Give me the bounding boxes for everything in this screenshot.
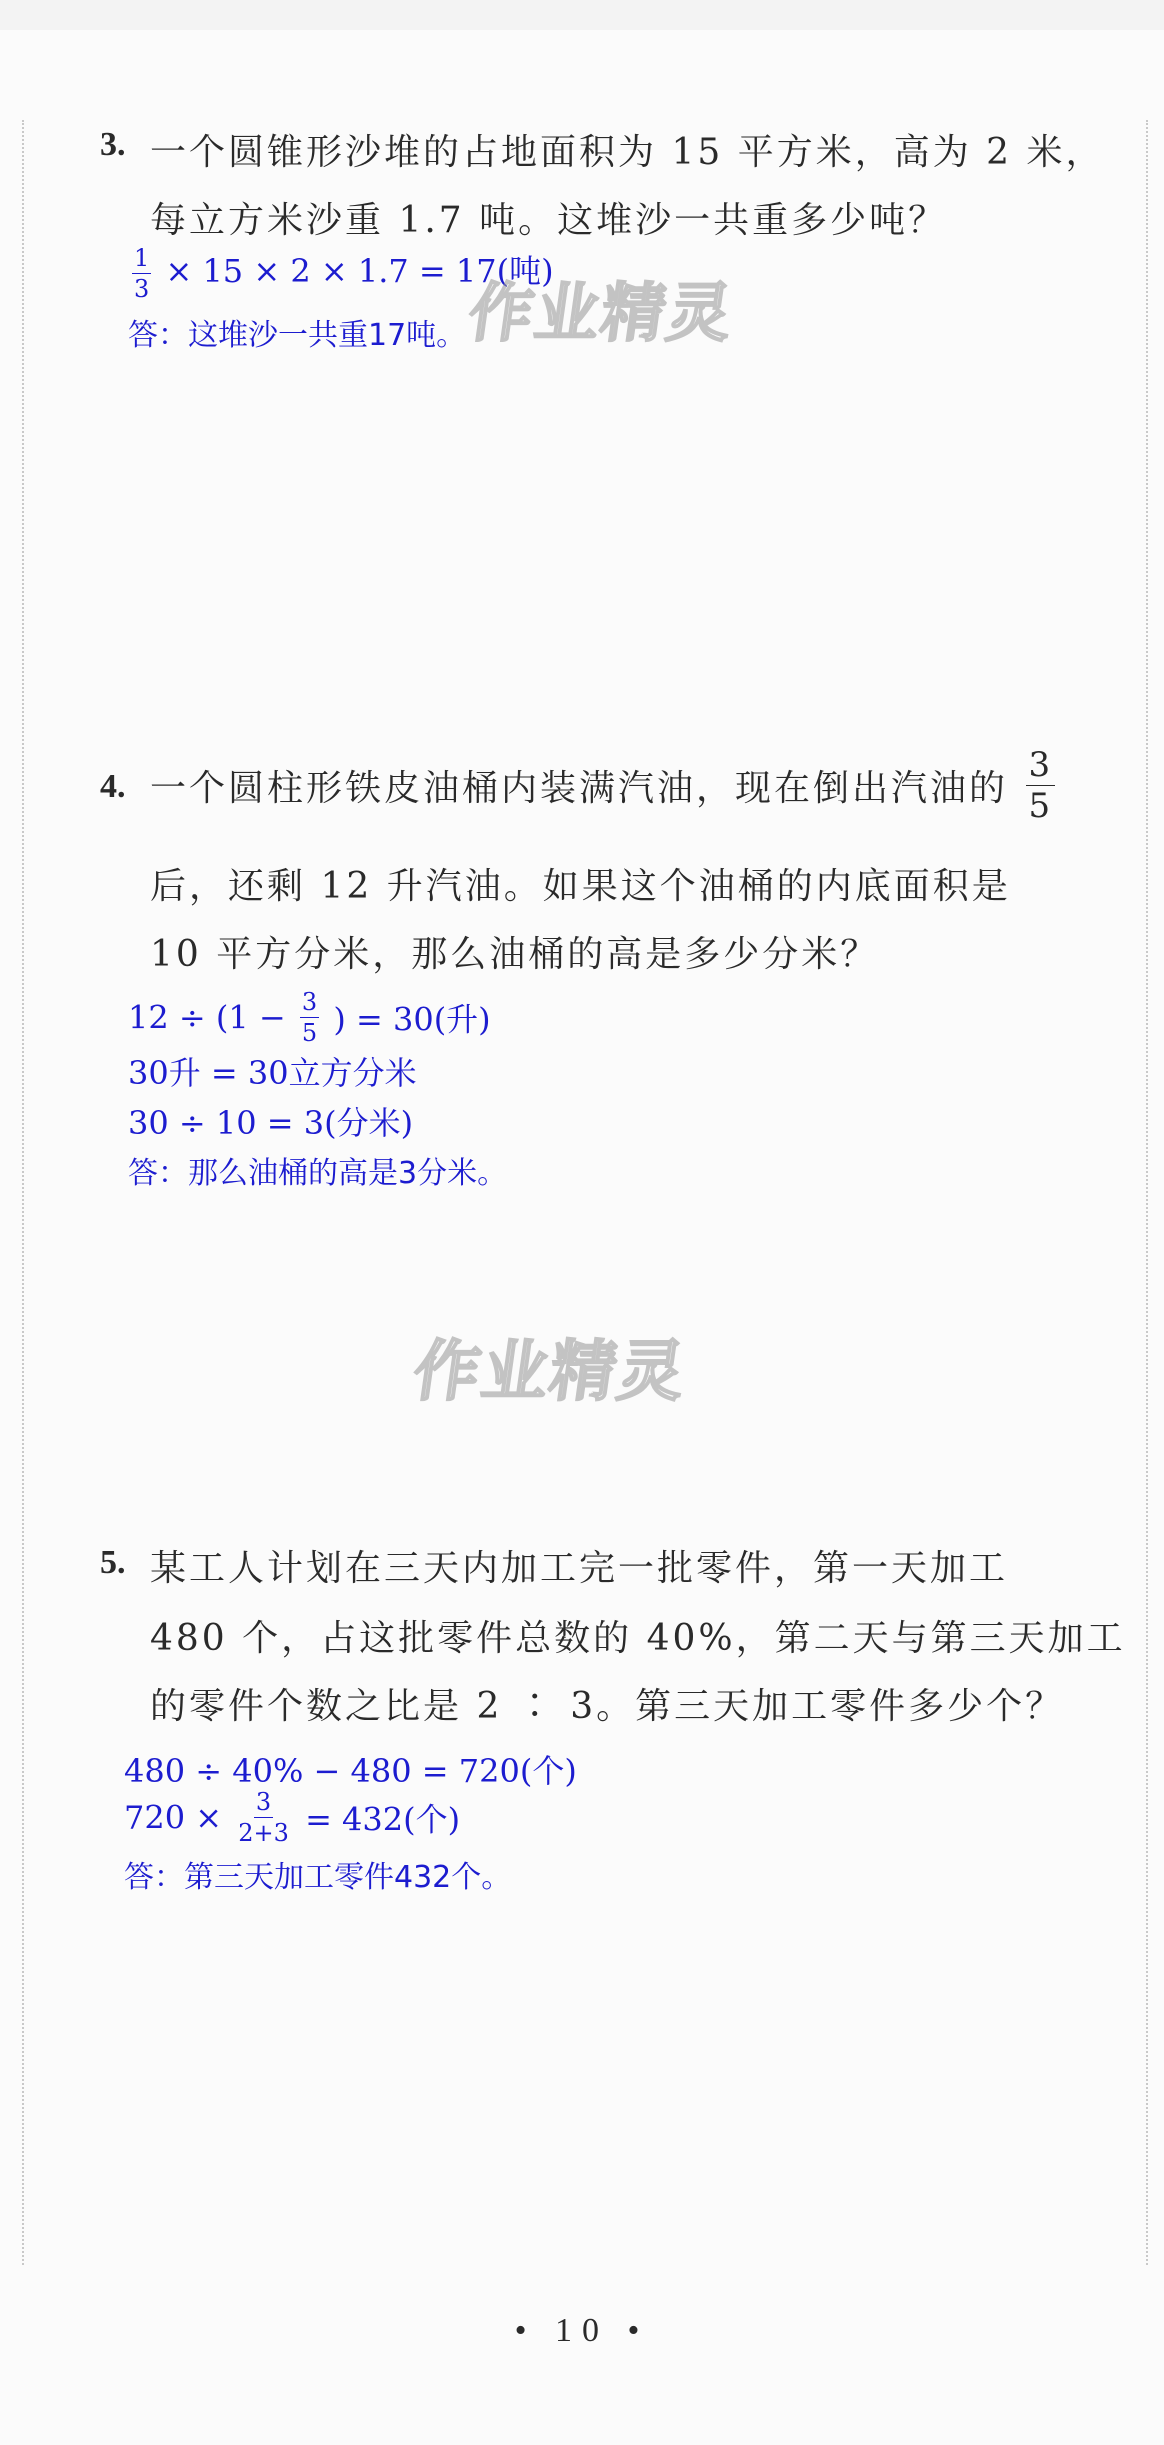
problem-number: 3.	[100, 126, 126, 163]
answer-conclusion: 答：那么油桶的高是3分米。	[128, 1156, 508, 1191]
answer-formula: $\frac{1}{3}$ × 15 × 2 × 1.7 = 17(吨)	[134, 244, 554, 303]
watermark: 作业精灵	[408, 1333, 692, 1410]
answer-conclusion: 答：第三天加工零件432个。	[124, 1860, 512, 1895]
problem-text-line: 10 平方分米，那么油桶的高是多少分米？	[150, 934, 880, 975]
fraction: $\frac{3}{2+3}$	[238, 1788, 289, 1847]
answer-formula: 30 ÷ 10 = 3(分米)	[128, 1104, 414, 1142]
answer-formula: 720 × $\frac{3}{2+3}$ = 432(个)	[124, 1788, 461, 1847]
problem-text-line: 的零件个数之比是 2 ∶ 3。第三天加工零件多少个？	[150, 1686, 1065, 1727]
fraction: $\frac{1}{3}$	[134, 244, 150, 303]
page-number: • 10 •	[514, 2312, 650, 2349]
right-margin-line	[1146, 120, 1148, 2265]
problem-number: 4.	[100, 768, 126, 805]
left-margin-line	[22, 120, 24, 2265]
watermark: 作业精灵	[463, 277, 739, 351]
answer-formula: 30升 = 30立方分米	[128, 1054, 417, 1092]
answer-conclusion: 答：这堆沙一共重17吨。	[128, 318, 467, 353]
answer-formula: 12 ÷ (1 − $\frac{3}{5}$ ) = 30(升)	[128, 988, 491, 1047]
problem-number: 5.	[100, 1544, 126, 1581]
answer-formula: 480 ÷ 40% − 480 = 720(个)	[124, 1752, 577, 1790]
problem-text-line: 后，还剩 12 升汽油。如果这个油桶的内底面积是	[150, 866, 1011, 907]
problem-text-line: 一个圆锥形沙堆的占地面积为 15 平方米，高为 2 米，	[150, 132, 1105, 173]
problem-text-line: 某工人计划在三天内加工完一批零件，第一天加工	[150, 1548, 1009, 1589]
fraction: $\frac{3}{5}$	[1028, 745, 1054, 826]
problem-text-line: 每立方米沙重 1.7 吨。这堆沙一共重多少吨？	[150, 200, 948, 241]
page-top-strip	[0, 0, 1164, 30]
problem-text-line: 480 个，占这批零件总数的 40%，第二天与第三天加工	[150, 1618, 1126, 1659]
problem-text-line: 一个圆柱形铁皮油桶内装满汽油，现在倒出汽油的 $\frac{3}{5}$	[150, 745, 1054, 826]
fraction: $\frac{3}{5}$	[301, 988, 318, 1047]
